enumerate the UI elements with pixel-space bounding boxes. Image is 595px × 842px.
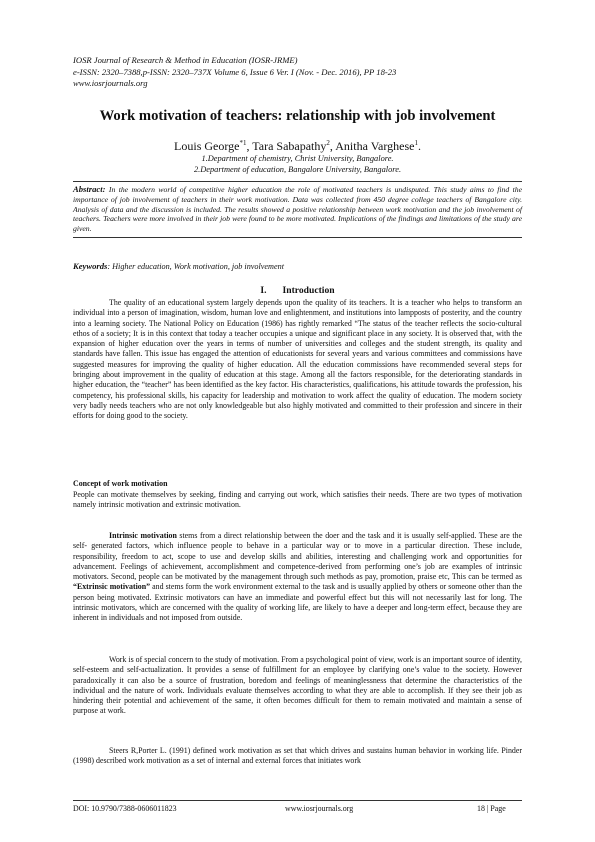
section-number: I. [260,285,267,296]
author-name: Anitha Varghese [335,139,415,153]
work-paragraph: Work is of special concern to the study of motivation. From a psychological point of view, work is an important source of identity, self-esteem and self-actualization. It provides a sense of fulfillment for an employee by clarifying one’s value to the society. However paradoxically it can also be a source of frustration, boredom and feelings of meaninglessness that determine the characteristics of the individual and the nature of work. Individuals evaluate themselves according to what they are able to accomplish. If they see their job as hindering their potential and achievement of the same, it often becomes difficult for them to remain motivated and maintain a sense of purpose at work. [73,655,522,716]
intrinsic-paragraph [73,531,522,624]
author-name: Tara Sabapathy [252,139,327,153]
journal-header [73,55,533,90]
author-sup: 2 [326,139,330,147]
author-sup: 1 [414,139,418,147]
author-list: Louis George$^{*1}$, Tara Sabapathy$^2$, Anitha Varghese$^1$. [174,139,421,153]
journal-issn: e-ISSN: 2320–7388,p-ISSN: 2320–737X Volume 6, Issue 6 Ver. I (Nov. - Dec. 2016), PP 18-23 [73,66,397,77]
footer-doi: DOI: 10.9790/7388-0606011823 [73,804,177,813]
keywords-text: : Higher education, Work motivation, job involvement [107,262,284,271]
journal-site: www.iosrjournals.org [73,78,148,88]
intro-paragraph: The quality of an educational system largely depends upon the quality of its teachers. It is a teacher who helps to transform an individual into a person of imagination, wisdom, human love and enlightenment, and institutions into lampposts of posterity, and the country into a learning society. The National Policy on Education (1986) has rightly remarked “The status of the teacher reflects the socio-cultural ethos of a society; It is in this context that today a teacher occupies a unique and significant place in any society. It is observed that, with the expansion of higher education over the years in terms of number of universities and colleges and the student strength, its quality and standards have fallen. This issue has engaged the attention of educationists for several years and various committees and commissions have suggested measures for improving the quality of higher education. All the education commissions have recommended several steps for bringing about improvement in the quality of education at this stage. Among all the factors responsible, for the deteriorating standards in higher education, the “teacher” has been identified as the key factor. His characteristics, qualifications, his attitude towards the profession, his competency, his professional skills, his capacity for leadership and motivation to work affect the quality of education. The modern society very badly needs teachers who are not only knowledgeable but also highly motivated and committed to their profession and sincere in their efforts for doing good to the society. [73,298,522,421]
abstract-text: In the modern world of competitive higher education the role of motivated teachers is undisputed. This study aims to find the importance of job involvement of teachers in their work motivation. Data was collected from 450 degree college teachers of Bangalore city. Analysis of data and the discussion is included. The results showed a positive relationship between work motivation and the job involvement of teachers. Teachers were more involved in their job were found to be more motivated. Implications of the findings and limitations of the study are given. [73,185,523,234]
intrinsic-text-a: stems from a direct relationship between the doer and the task and it is usually self-applied. These are the self- generated factors, which influence people to behave in a particular way or to move in a particular direction. These include, responsibility, freedom to act, scope to use and develop skills and abilities, interesting and challenging work and opportunities for advancement. Feelings of achievement, accomplishment and competence-derived from performing one’s job are examples of intrinsic motivators. Second, people can be motivated by the management through such methods as pay, promotion, praise etc, This can be termed as [73,531,522,582]
journal-name: IOSR Journal of Research & Method in Education (IOSR-JRME) [73,55,298,65]
footer-page: 18 | Page [477,804,506,813]
steers-body [73,746,522,767]
footer-rule [73,800,522,801]
intro-body [73,298,522,422]
abstract-block [73,181,522,238]
steers-paragraph: Steers R,Porter L. (1991) defined work motivation as set that which drives and sustains human behavior in working life. Pinder (1998) described work motivation as a set of internal and external forces that initiates work [73,746,522,766]
section-title: Introduction [282,285,335,296]
abstract-label: Abstract: [73,184,106,194]
subheading-work-motivation: Concept of work motivation [73,479,168,488]
keywords-line [73,261,522,271]
concept-paragraph: People can motivate themselves by seeking, finding and carrying out work, which satisfies their needs. There are two types of motivation namely intrinsic motivation and extrinsic motivation. [73,490,522,510]
intrinsic-term: Intrinsic motivation [109,531,177,540]
paper-title: Work motivation of teachers: relationship with job involvement [99,108,496,124]
concept-body [73,490,522,511]
keywords-label: Keywords [73,261,108,271]
work-body [73,655,522,717]
author-name: Louis George [174,139,240,153]
intrinsic-body [73,531,522,624]
extrinsic-term: “Extrinsic motivation” [73,582,151,592]
section-heading [0,285,595,296]
intrinsic-text-b: and stems form the work environment external to the task and is usually applied by others or someone other than the person being motivated. Extrinsic motivators can have an immediate and powerful effect but this will not necessarily last for long. The intrinsic motivators, which are concerned with the quality of working life, are likely to have a deeper and long-term effect, because they are inherent in individuals and not imposed from outside. [73,582,522,623]
affiliation-2: 2.Department of education, Bangalore University, Bangalore. [193,165,402,174]
footer-site: www.iosrjournals.org [285,804,354,813]
affiliation-1: 1.Department of chemistry, Christ University, Bangalore. [201,154,394,163]
author-sup: *1 [239,139,247,147]
